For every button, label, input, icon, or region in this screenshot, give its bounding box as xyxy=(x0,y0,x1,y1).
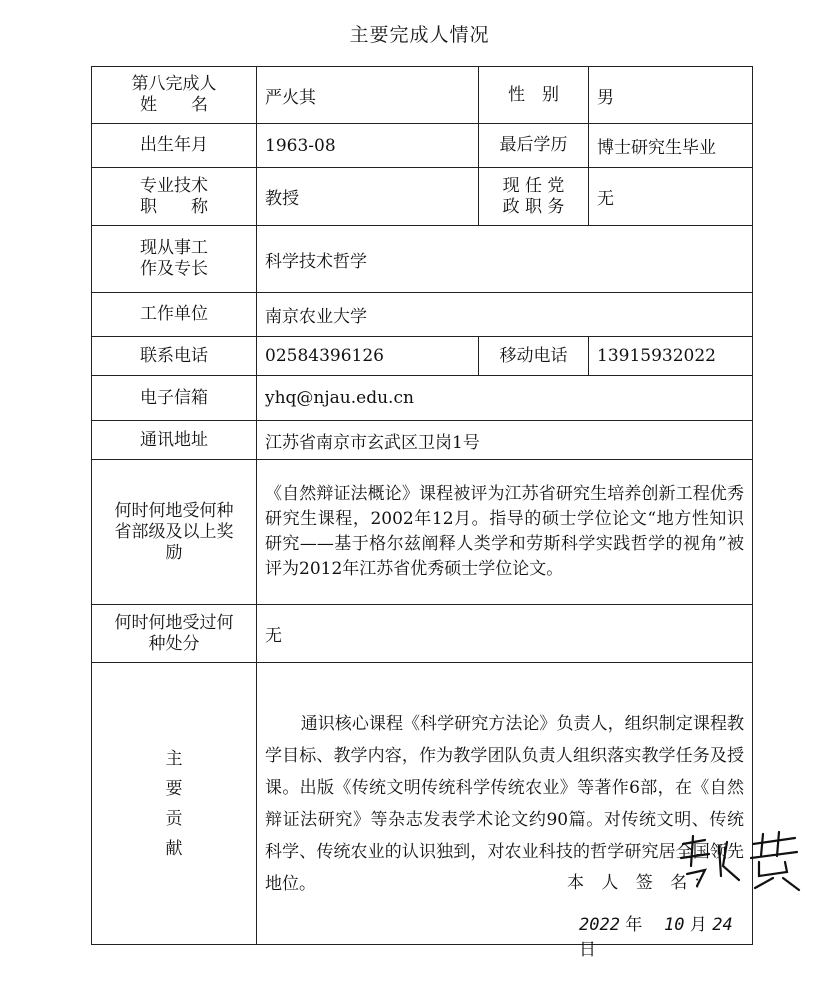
address-value: 江苏省南京市玄武区卫岗1号 xyxy=(257,421,753,460)
person-info-table xyxy=(91,66,753,960)
contribution-label xyxy=(92,663,257,945)
punishment-label-line2: 种处分 xyxy=(148,633,200,654)
awards-label-line3: 励 xyxy=(165,542,183,563)
awards-label-line2: 省部级及以上奖 xyxy=(114,521,234,542)
name-label-line2: 姓 名 xyxy=(140,95,208,115)
work-label xyxy=(92,226,257,293)
party-post-label xyxy=(479,168,589,226)
date-year-unit: 年 xyxy=(625,915,643,935)
work-value: 科学技术哲学 xyxy=(257,226,753,293)
prof-title-label xyxy=(92,168,257,226)
row-title xyxy=(92,168,753,226)
date-day-unit: 日 xyxy=(579,940,596,960)
unit-value: 南京农业大学 xyxy=(257,293,753,337)
name-label-line1: 第八完成人 xyxy=(131,74,217,94)
party-post-label-line1: 现 任 党 xyxy=(502,175,565,196)
prof-title-label-line2: 职 称 xyxy=(140,196,208,217)
awards-label xyxy=(92,460,257,605)
row-email xyxy=(92,376,753,421)
party-post-label-line2: 政 职 务 xyxy=(502,196,565,217)
gender-value: 男 xyxy=(589,67,753,124)
contribution-text: 通识核心课程《科学研究方法论》负责人，组织制定课程教学目标、教学内容，作为教学团队负责人组织落实教学任务及授课。出版《传统文明传统科学传统农业》等著作6部，在《自然辩证法研究》等杂志发表学术论文约90篇。对传统文明、传统科学、传统农业的认识独到，对农业科技的哲学研究居全国领先地位。 xyxy=(265,713,744,894)
row-name xyxy=(92,67,753,124)
email-label: 电子信箱 xyxy=(92,376,257,421)
work-label-line1: 现从事工 xyxy=(140,238,208,258)
phone-label: 联系电话 xyxy=(92,337,257,376)
work-label-line2: 作及专长 xyxy=(140,259,208,279)
contribution-label-char: 主 xyxy=(165,748,183,769)
signature-label: 本 人 签 名： xyxy=(567,873,717,893)
contribution-label-char: 要 xyxy=(165,778,183,799)
unit-label: 工作单位 xyxy=(92,293,257,337)
row-unit xyxy=(92,293,753,337)
row-punishment xyxy=(92,605,753,663)
punishment-label xyxy=(92,605,257,663)
address-label: 通讯地址 xyxy=(92,421,257,460)
handwritten-signature xyxy=(675,826,805,896)
name-label xyxy=(92,67,257,124)
date-year: 2022 xyxy=(579,915,620,935)
punishment-value: 无 xyxy=(257,605,753,663)
name-value: 严火其 xyxy=(257,67,479,124)
signature-date xyxy=(579,910,752,960)
birth-value: 1963-08 xyxy=(257,124,479,168)
row-contribution xyxy=(92,663,753,945)
awards-value: 《自然辩证法概论》课程被评为江苏省研究生培养创新工程优秀研究生课程，2002年12月。指导的硕士学位论文“地方性知识研究——基于格尔兹阐释人类学和劳斯科学实践哲学的视角”被评为2012年江苏省优秀硕士学位论文。 xyxy=(257,460,753,605)
prof-title-value: 教授 xyxy=(257,168,479,226)
row-birth xyxy=(92,124,753,168)
row-awards xyxy=(92,460,753,605)
mobile-label: 移动电话 xyxy=(479,337,589,376)
birth-label: 出生年月 xyxy=(92,124,257,168)
contribution-label-char: 献 xyxy=(165,838,183,859)
education-label: 最后学历 xyxy=(479,124,589,168)
awards-label-line1: 何时何地受何种 xyxy=(114,500,234,521)
date-month-unit: 月 xyxy=(689,915,707,935)
contribution-cell xyxy=(257,663,753,960)
gender-label: 性 别 xyxy=(479,67,589,124)
contribution-label-char: 贡 xyxy=(165,808,183,829)
education-value: 博士研究生毕业 xyxy=(589,124,753,168)
mobile-value: 13915932022 xyxy=(589,337,753,376)
email-value: yhq@njau.edu.cn xyxy=(257,376,753,421)
party-post-value: 无 xyxy=(589,168,753,226)
punishment-label-line1: 何时何地受过何 xyxy=(114,612,234,633)
prof-title-label-line1: 专业技术 xyxy=(140,175,208,196)
form-title: 主要完成人情况 xyxy=(349,24,490,46)
date-month: 10 xyxy=(663,915,685,935)
signature-area xyxy=(257,824,752,960)
row-work xyxy=(92,226,753,293)
phone-value: 02584396126 xyxy=(257,337,479,376)
row-address xyxy=(92,421,753,460)
date-day: 24 xyxy=(712,915,733,935)
row-phone xyxy=(92,337,753,376)
